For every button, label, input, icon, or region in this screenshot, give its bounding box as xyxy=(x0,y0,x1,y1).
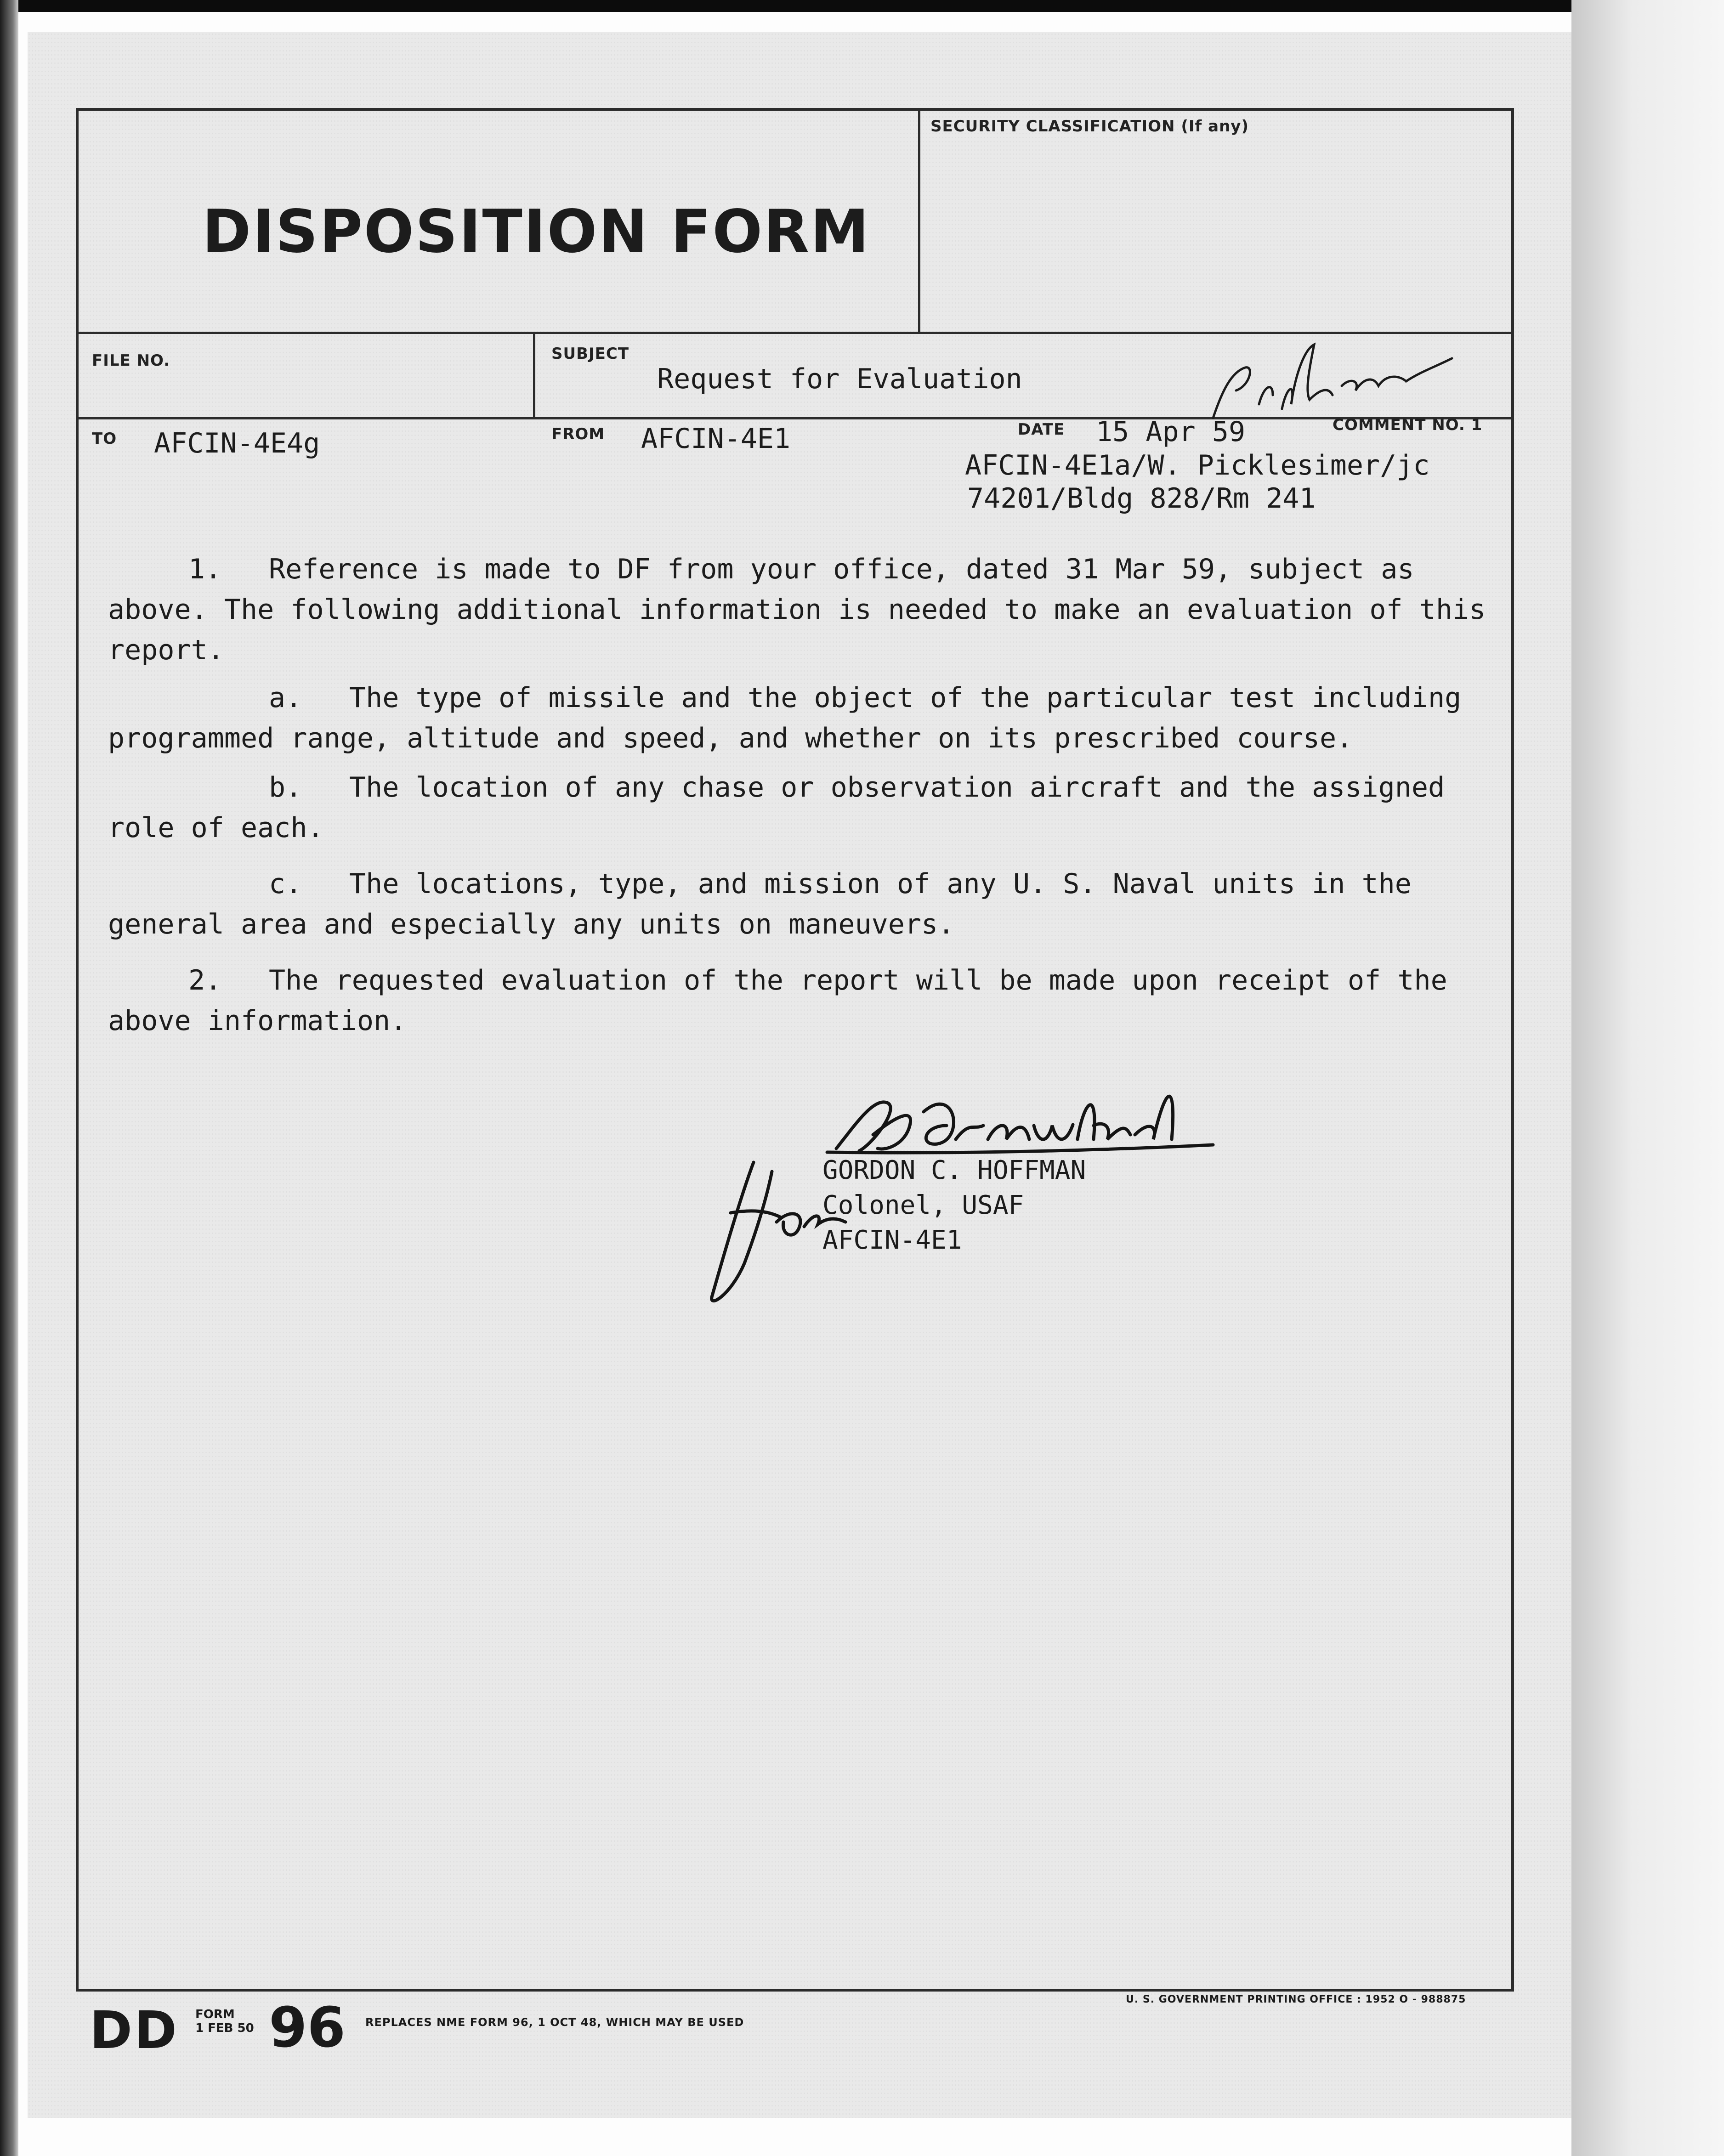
footer-form-number: 96 xyxy=(269,1996,346,2060)
comment-no-label: COMMENT NO. 1 xyxy=(1333,416,1483,434)
date-label: DATE xyxy=(1018,420,1065,439)
routing-line-2: 74201/Bldg 828/Rm 241 xyxy=(967,482,1316,515)
paragraph-1 xyxy=(108,549,1486,670)
subject-value: Request for Evaluation xyxy=(657,363,1022,395)
film-edge-left xyxy=(0,0,18,2156)
paragraph-a xyxy=(108,678,1486,758)
footer-form-word: FORM xyxy=(195,2008,235,2021)
paragraph-b-text: The location of any chase or observation aircraft and the assigned role of each. xyxy=(108,771,1445,844)
signature-rank: Colonel, USAF xyxy=(822,1190,1024,1220)
subject-divider xyxy=(533,333,535,418)
paragraph-2 xyxy=(108,960,1486,1041)
footer-form-date: 1 FEB 50 xyxy=(195,2021,254,2035)
security-classification-label: SECURITY CLASSIFICATION (If any) xyxy=(930,117,1249,136)
from-value: AFCIN-4E1 xyxy=(641,423,791,455)
file-no-label: FILE NO. xyxy=(92,351,170,370)
paragraph-a-number: a. xyxy=(269,682,302,714)
routing-line-1: AFCIN-4E1a/W. Picklesimer/jc xyxy=(965,449,1430,481)
footer-form-info xyxy=(195,2008,254,2035)
to-label: TO xyxy=(92,430,117,448)
footer-dd-mark: DD xyxy=(90,2001,179,2060)
form-title: DISPOSITION FORM xyxy=(202,198,871,266)
footer-replaces-note: REPLACES NME FORM 96, 1 OCT 48, WHICH MAY BE USED xyxy=(365,2016,744,2029)
paragraph-c-text: The locations, type, and mission of any U. S. Naval units in the general area and especially any units on maneuvers. xyxy=(108,868,1412,940)
paragraph-a-text: The type of missile and the object of the particular test including programmed range, altitude and speed, and whether on its prescribed course. xyxy=(108,682,1462,754)
paragraph-c-number: c. xyxy=(269,868,302,900)
paragraph-b-number: b. xyxy=(269,771,302,804)
title-divider xyxy=(918,110,920,333)
paragraph-b xyxy=(108,767,1486,848)
signature-office: AFCIN-4E1 xyxy=(822,1225,962,1255)
handwritten-initials xyxy=(1204,331,1461,423)
film-edge-right xyxy=(1571,0,1724,2156)
subject-label: SUBJECT xyxy=(551,345,629,363)
film-edge-top xyxy=(0,0,1724,12)
paragraph-1-text: Reference is made to DF from your office, dated 31 Mar 59, subject as above. The following additional information is needed to make an evaluation of this report. xyxy=(108,553,1486,666)
signature-name: GORDON C. HOFFMAN xyxy=(822,1155,1086,1185)
to-value: AFCIN-4E4g xyxy=(154,427,320,459)
paragraph-2-number: 2. xyxy=(188,964,222,996)
paragraph-1-number: 1. xyxy=(188,553,222,585)
paragraph-2-text: The requested evaluation of the report will be made upon receipt of the above information. xyxy=(108,964,1447,1037)
footer-gpo-note: U. S. GOVERNMENT PRINTING OFFICE : 1952 O - 988875 xyxy=(1126,1994,1466,2005)
paragraph-c xyxy=(108,864,1486,945)
date-value: 15 Apr 59 xyxy=(1096,416,1246,448)
from-label: FROM xyxy=(551,425,605,443)
